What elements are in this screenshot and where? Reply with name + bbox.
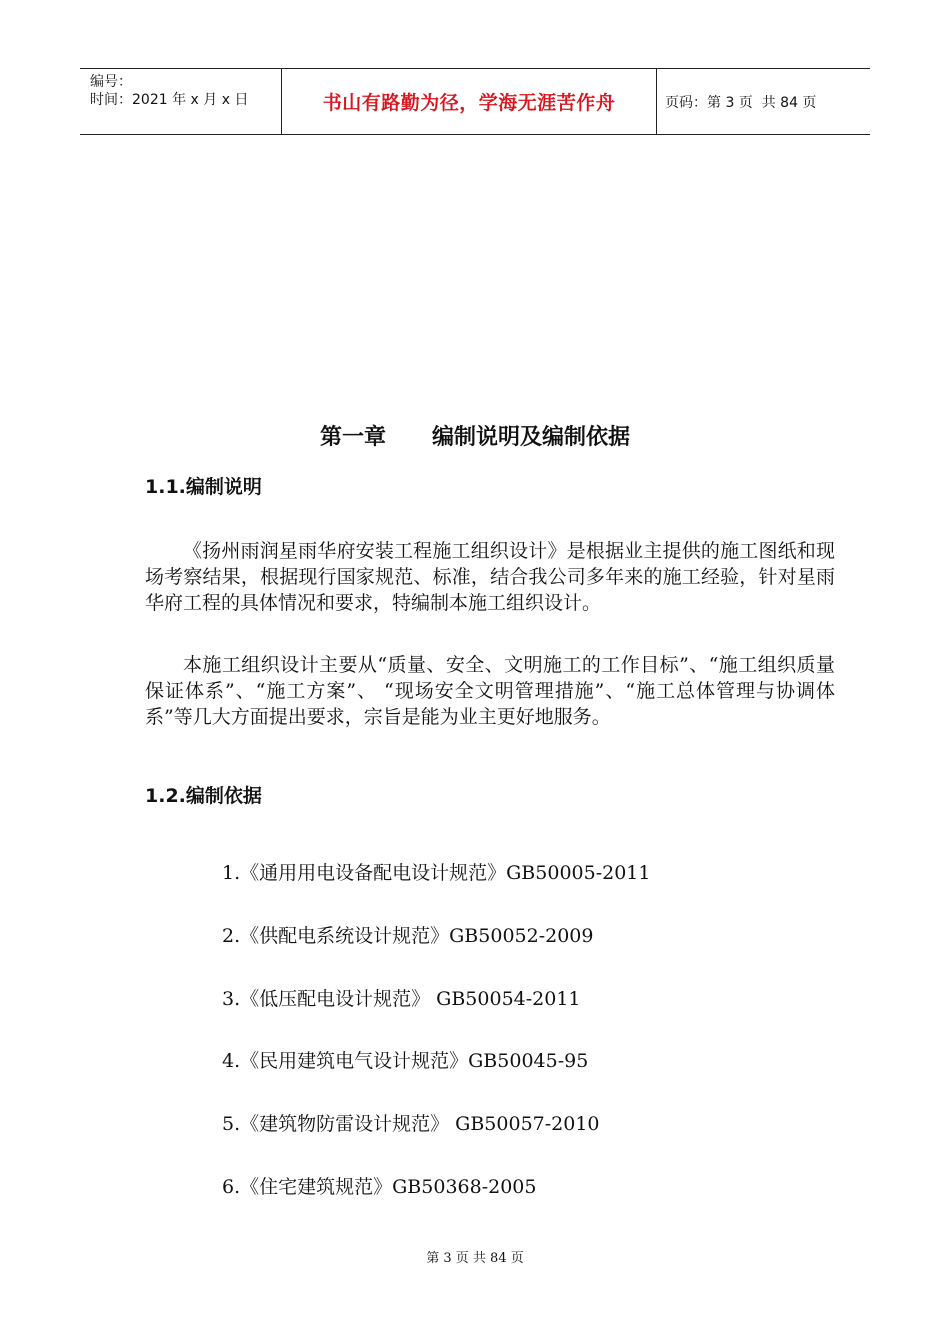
reference-item: 4.《民用建筑电气设计规范》GB50045-95 [222, 1050, 589, 1073]
section-heading-1-1: 1.1.编制说明 [145, 476, 262, 498]
reference-item: 5.《建筑物防雷设计规范》 GB50057-2010 [222, 1113, 600, 1136]
header-meta [80, 69, 282, 134]
chapter-title: 第一章 编制说明及编制依据 [320, 425, 630, 450]
header-page-info: 页码：第 3 页 共 84 页 [665, 94, 817, 111]
reference-list [222, 860, 650, 1237]
page-footer: 第 3 页 共 84 页 [426, 1251, 524, 1266]
section-heading-1-2: 1.2.编制依据 [145, 785, 262, 807]
paragraph-1: 《扬州雨润星雨华府安装工程施工组织设计》是根据业主提供的施工图纸和现场考察结果，根据现行国家规范、标准，结合我公司多年来的施工经验，针对星雨华府工程的具体情况和要求，特编制本施工组织设计。 [145, 540, 835, 614]
reference-item: 6.《住宅建筑规范》GB50368-2005 [222, 1175, 537, 1198]
paragraph-2: 本施工组织设计主要从“质量、安全、文明施工的工作目标”、“施工组织质量保证体系”、“施工方案”、 “现场安全文明管理措施”、“施工总体管理与协调体系”等几大方面提出要求，宗旨是能为业主更好地服务。 [145, 654, 835, 728]
reference-item: 1.《通用用电设备配电设计规范》GB50005-2011 [222, 862, 651, 884]
header-motto: 书山有路勤为径，学海无涯苦作舟 [282, 69, 657, 134]
document-header [80, 68, 870, 135]
reference-item: 2.《供配电系统设计规范》GB50052-2009 [222, 924, 594, 947]
header-date-label: 时间：2021 年 x 月 x 日 [90, 92, 249, 108]
header-number-label: 编号： [90, 74, 132, 90]
reference-item: 3.《低压配电设计规范》 GB50054-2011 [222, 987, 581, 1010]
